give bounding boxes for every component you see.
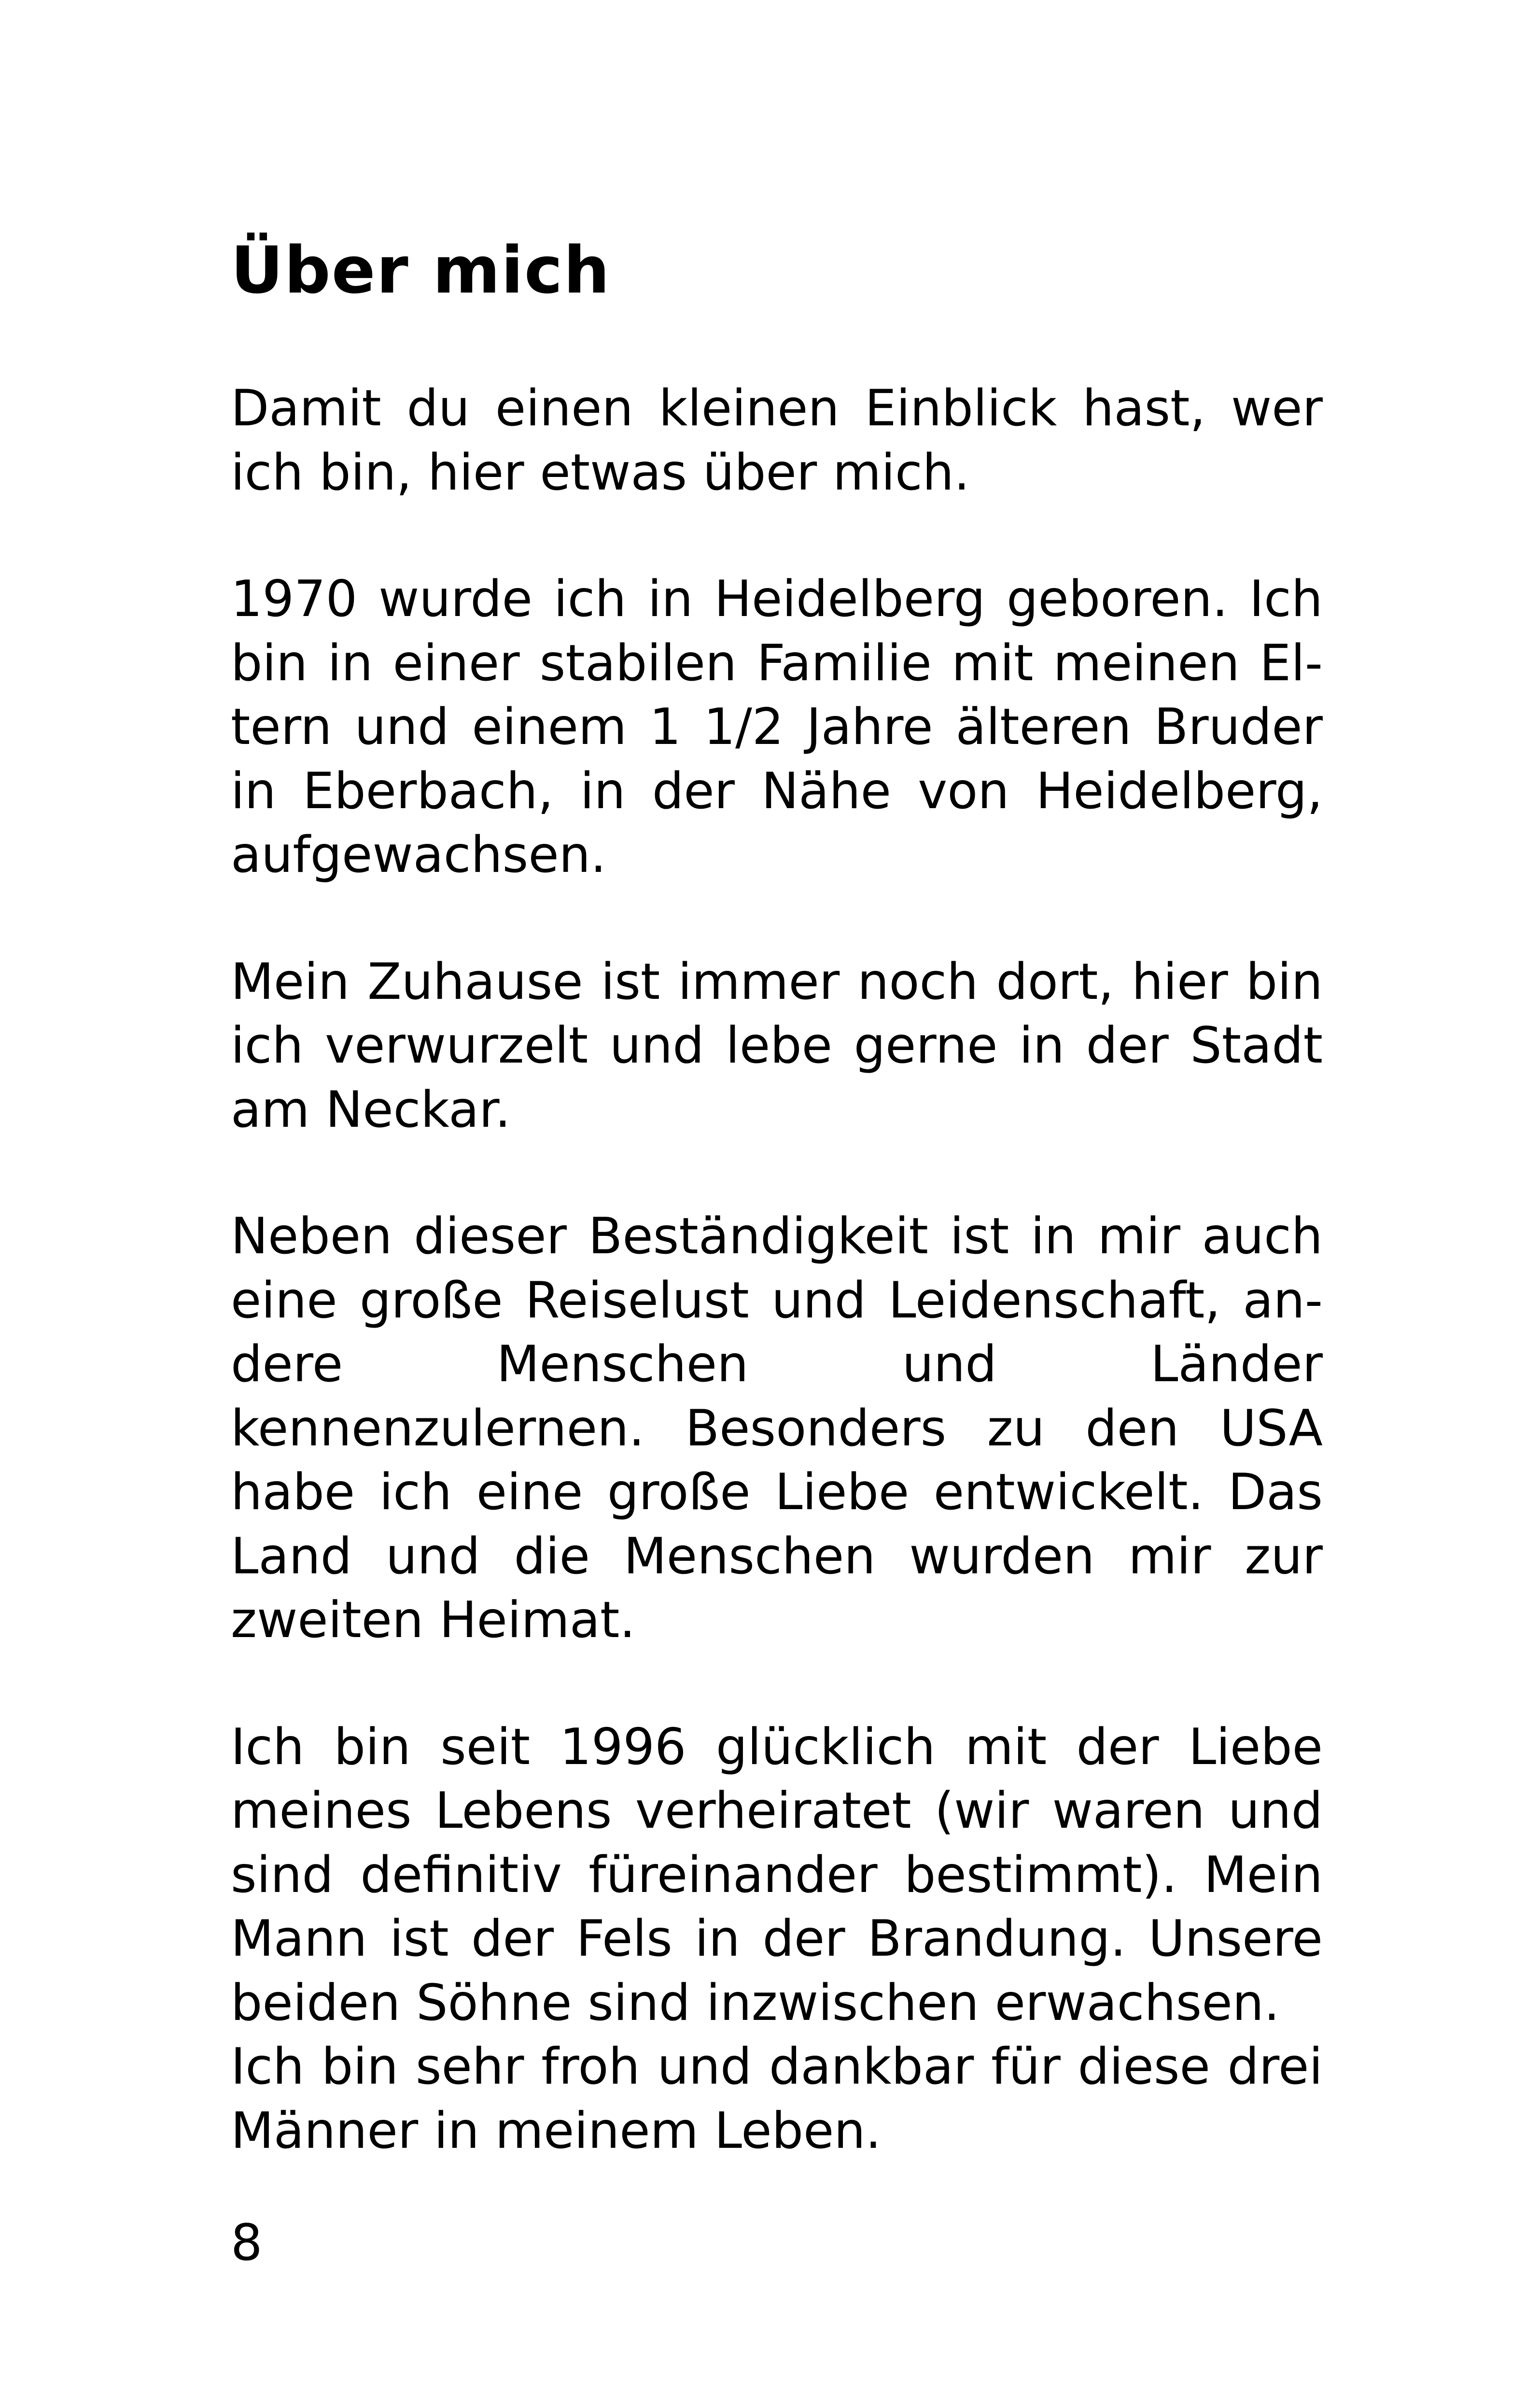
paragraph-intro: Damit du einen kleinen Einblick hast, wer ich bin, hier etwas über mich. (231, 379, 1323, 502)
page-title: Über mich (231, 233, 611, 308)
paragraph-gratitude: Ich bin sehr froh und dankbar für diese drei Männer in meinem Leben. (231, 2038, 1323, 2160)
paragraph-family: Ich bin seit 1996 glücklich mit der Liebe meines Lebens verheiratet (wir waren und sind definitiv füreinander bestimmt). Mein Mann ist der Fels in der Brandung. Unsere beiden Söhne sind inzwischen erwachsen. (231, 1718, 1323, 2032)
paragraph-travel: Neben dieser Beständigkeit ist in mir auch eine große Reiselust und Leidenschaft, andere Menschen und Länder kennenzulernen. Besonders zu den USA habe ich eine große Liebe entwickelt. Das Land und die Menschen wurden mir zur zweiten Heimat. (231, 1207, 1323, 1649)
paragraph-home: Mein Zuhause ist immer noch dort, hier bin ich verwurzelt und lebe gerne in der Stadt am Neckar. (231, 952, 1323, 1139)
page-content (231, 227, 1323, 2163)
body-text (231, 377, 1323, 2163)
page-number: 8 (231, 2214, 263, 2272)
paragraph-birth: 1970 wurde ich in Heidelberg geboren. Ich bin in einer stabilen Familie mit meinen Eltern und einem 1 1/2 Jahre älteren Bruder in Eberbach, in der Nähe von Heidelberg, aufgewachsen. (231, 570, 1323, 884)
